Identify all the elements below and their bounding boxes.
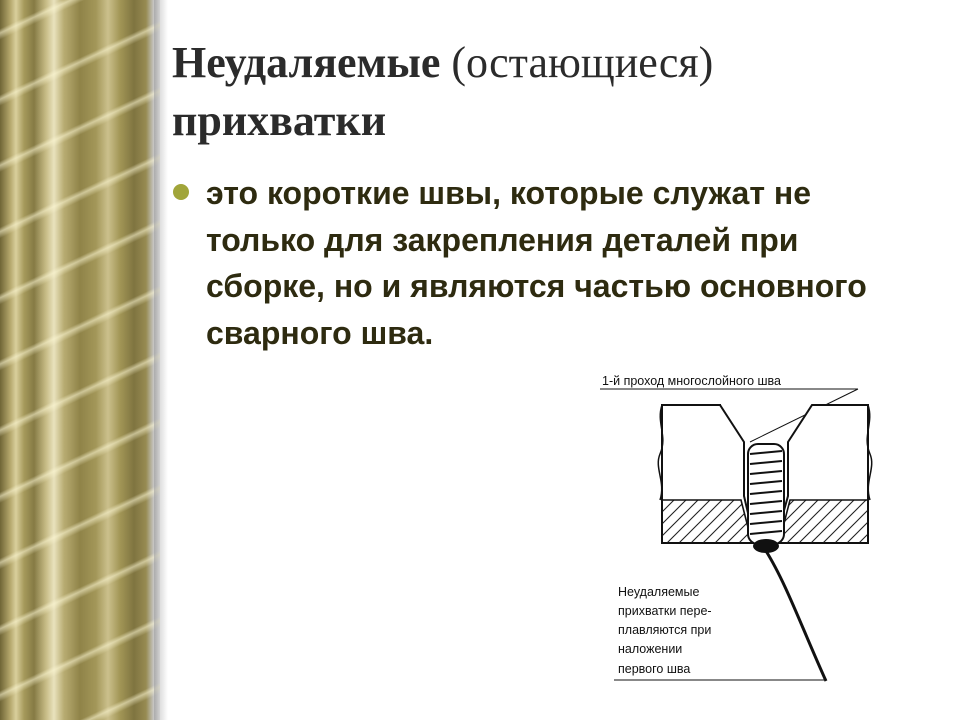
bullet-text: это короткие швы, которые служат не только для закрепления деталей при сборке, но и являются частью основного сварного шва. [206, 175, 867, 351]
diagram-label-bottom-2: прихватки пере- [618, 604, 712, 618]
title-bold-word: Неудаляемые [172, 38, 441, 87]
right-plate-hatch [779, 500, 868, 543]
side-band-shadow [154, 0, 168, 720]
diagram-label-bottom-4: наложении [618, 642, 683, 656]
tack-weld-root [753, 539, 779, 553]
diagram-label-bottom-1: Неудаляемые [618, 585, 700, 599]
diagram-label-bottom-3: плавляются при [618, 623, 712, 637]
left-plate-hatch [662, 500, 752, 543]
weld-bead [748, 444, 784, 544]
bullet-icon [173, 184, 189, 200]
diagram-label-bottom-5: первого шва [618, 662, 691, 676]
weld-diagram [590, 368, 880, 688]
diagram-label-top: 1-й проход многослойного шва [602, 374, 782, 388]
decorative-side-band [0, 0, 160, 720]
title-second-line: прихватки [172, 96, 387, 145]
label-bottom-leader [766, 551, 826, 681]
slide-title [172, 34, 932, 150]
title-parenthetical: (остающиеся) [451, 38, 714, 87]
